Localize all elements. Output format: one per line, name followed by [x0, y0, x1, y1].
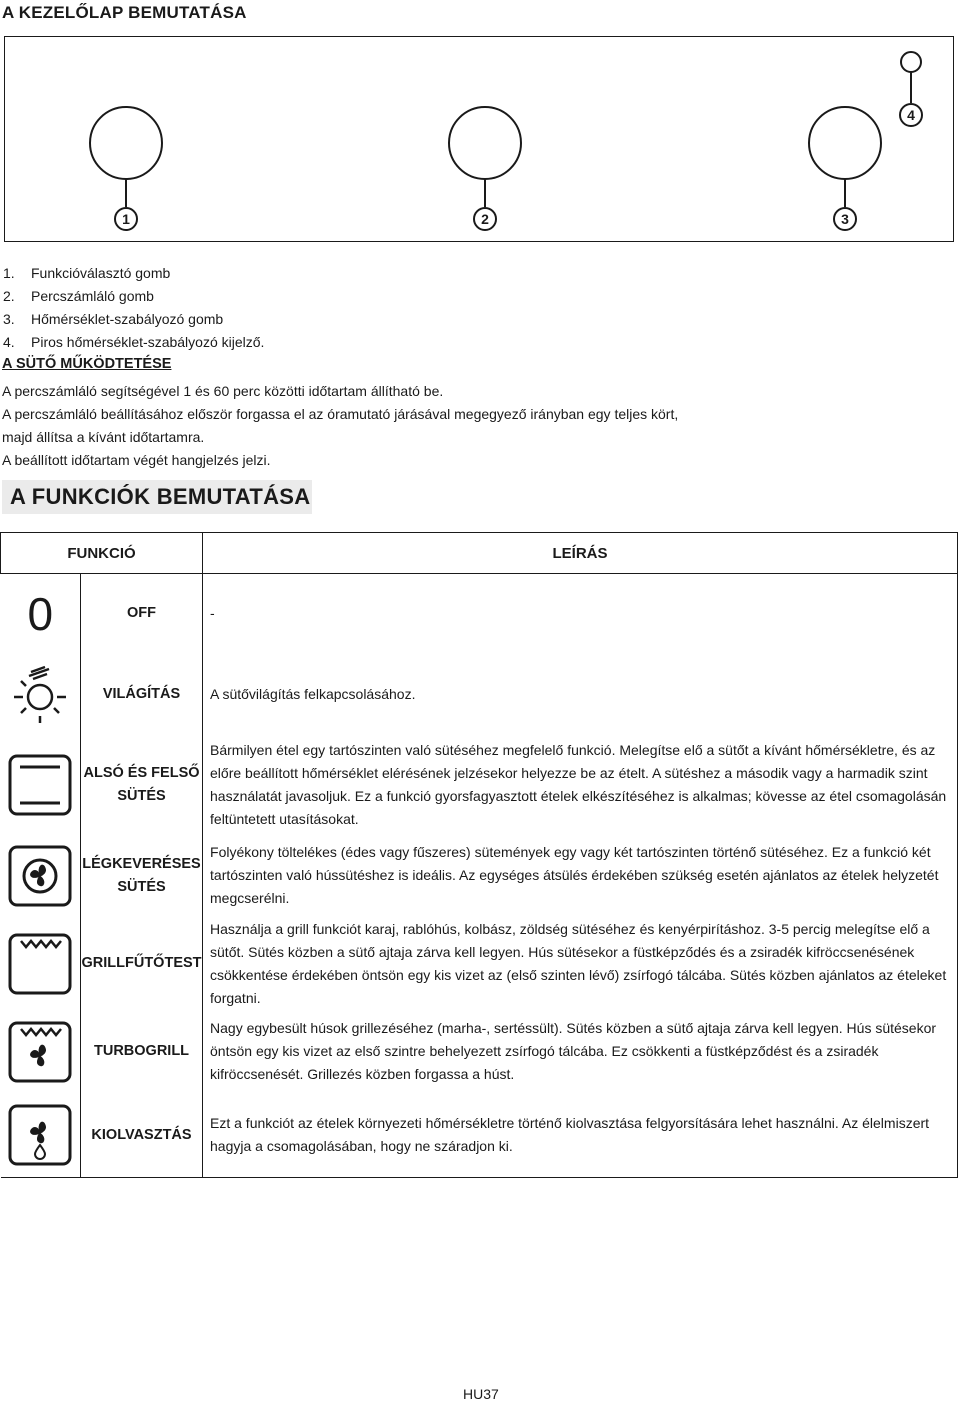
callout-4: 4 [907, 107, 915, 123]
top-bottom-heating-icon [1, 736, 81, 834]
grill-icon [1, 918, 81, 1010]
function-description: Bármilyen étel egy tartószinten való sütéséhez megfelelő funkció. Melegítse elő a sütőt a kívánt hőmérsékletre, és az előre beállított hőmérséklet elérésének jelzésekor helyezze be az ételt. A sütéshez a második vagy a harmadik szint használatát javasoljuk. Ez a funkció gyorsfagyasztott ételek elkészítéséhez is alkalmas; kövesse az étel csomagolásán feltüntetett utasításokat. [203, 736, 958, 834]
function-description: Nagy egybesült húsok grillezéséhez (marha-, sertéssült). Sütés közben a sütő ajtaja zárva kell legyen. Hús sütésekor öntsön egy kis vizet az első szintre behelyezett zsírfogó tálcába. Ez csökkenti a füstképződést és a zsiradék kifröccsenését. Grillezés közben forgassa a húst. [203, 1010, 958, 1094]
page-title: A KEZELŐLAP BEMUTATÁSA [2, 3, 247, 22]
functions-heading: A FUNKCIÓK BEMUTATÁSA [2, 480, 312, 514]
temperature-knob [809, 107, 881, 179]
legend-item: 2. Percszámláló gomb [3, 288, 154, 304]
function-name: VILÁGÍTÁS [81, 654, 203, 736]
table-row [1, 654, 958, 736]
legend-item: 3. Hőmérséklet-szabályozó gomb [3, 311, 224, 327]
legend-item: 1. Funkcióválasztó gomb [3, 265, 171, 281]
function-description: Használja a grill funkciót karaj, rablóhús, kolbász, zöldség sütéséhez és kenyérpirításhoz. 3-5 percig melegítse elő a sütőt. Sütés közben a sütő ajtaja zárva kell legyen. Hús sütésekor a füstképződés és a zsiradék kifröccsenésének csökkentése érdekében öntsön egy kis vizet az (első szinten lévő) zsírfogó tálcába. Sütés közben ajánlatos az ételeket forgatni. [203, 918, 958, 1010]
table-row [1, 736, 958, 834]
function-name: GRILLFŰTŐTEST [81, 918, 203, 1010]
panel-legend [0, 262, 264, 354]
table-row [1, 834, 958, 918]
defrost-icon [1, 1094, 81, 1178]
table-row [1, 918, 958, 1010]
function-name: LÉGKEVERÉSES SÜTÉS [81, 834, 203, 918]
function-description: Ezt a funkciót az ételek környezeti hőmérsékletre történő kiolvasztása felgyorsítására lehet használni. Az élelmiszert hagyja a csomagolásában, hogy ne száradjon ki. [203, 1094, 958, 1178]
callout-3: 3 [841, 211, 849, 227]
function-description: A sütővilágítás felkapcsolásához. [203, 654, 958, 736]
function-name: KIOLVASZTÁS [81, 1094, 203, 1178]
fan-heating-icon [1, 834, 81, 918]
functions-table [0, 532, 958, 1178]
table-row [1, 574, 958, 654]
operation-text: A percszámláló segítségével 1 és 60 perc közötti időtartam állítható be. A percszámláló beállításához először forgassa el az óramutató járásával megegyező irányban egy teljes kört, majd állítsa a kívánt időtartamra. A beállított időtartam végét hangjelzés jelzi. [2, 383, 679, 468]
red-indicator-light [901, 52, 921, 72]
page-number: HU37 [463, 1386, 499, 1402]
function-description: Folyékony töltelékes (édes vagy fűszeres) sütemények egy vagy két tartószinten történő sütéséhez. Ez a funkció két tartószinten való hússütéshez is ideális. Az egységes átsülés érdekében szükség esetén ajánlatos az ételek helyzetét megcserélni. [203, 834, 958, 918]
function-selector-knob [90, 107, 162, 179]
turbogrill-icon [1, 1010, 81, 1094]
function-name: OFF [81, 574, 203, 654]
function-name: TURBOGRILL [81, 1010, 203, 1094]
function-name: ALSÓ ÉS FELSŐ SÜTÉS [81, 736, 203, 834]
header-description: LEÍRÁS [203, 533, 958, 574]
operation-title: A SÜTŐ MŰKÖDTETÉSE [2, 356, 172, 372]
control-panel-diagram [4, 36, 954, 242]
header-function: FUNKCIÓ [1, 533, 203, 574]
table-row [1, 1094, 958, 1178]
callout-1: 1 [122, 211, 130, 227]
light-bulb-icon [1, 654, 81, 736]
zero-symbol-icon: 0 [1, 574, 81, 654]
timer-knob [449, 107, 521, 179]
table-row [1, 1010, 958, 1094]
legend-item: 4. Piros hőmérséklet-szabályozó kijelző. [3, 334, 265, 350]
function-description: - [203, 574, 958, 654]
callout-2: 2 [481, 211, 489, 227]
